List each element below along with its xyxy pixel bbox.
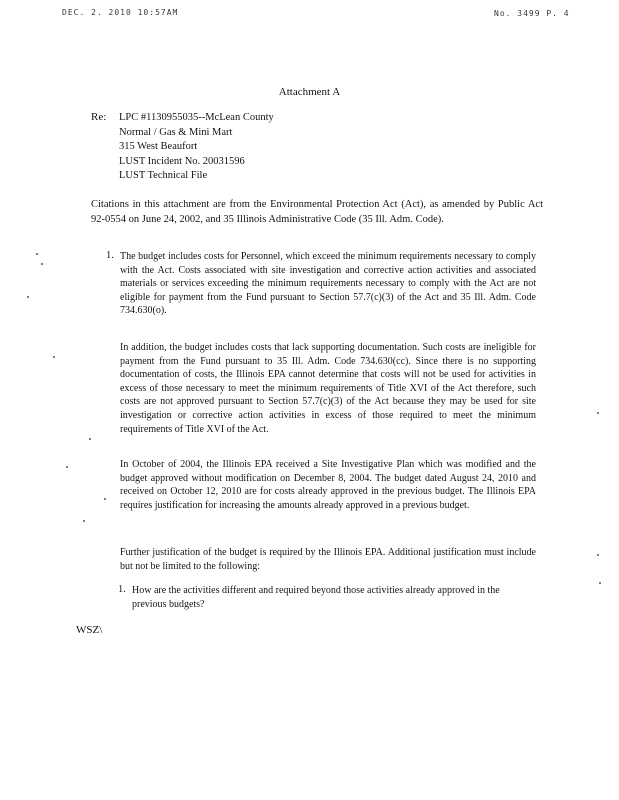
body-paragraph: The budget includes costs for Personnel, which exceed the minimum requirements necessary to comply with the Act. Costs associated with site investigation and corrective action activities and associated materials or services exceeding the minimum requirements necessary to comply with the Act are not eligible for payment from the Fund pursuant to Section 57.7(c)(3) of the Act and 35 Ill. Adm. Code 734.630(o). <box>120 251 536 317</box>
sub-item-text: How are the activities different and required beyond those activities already approved in the previous budgets? <box>132 585 500 610</box>
citations-paragraph: Citations in this attachment are from the Environmental Protection Act (Act), as amended by Public Act 92-0554 on June 24, 2002, and 35 Illinois Administrative Code (35 Ill. Adm. Code). <box>91 199 543 225</box>
re-line: LUST Technical File <box>119 170 208 181</box>
re-block <box>119 111 274 184</box>
author-initials: WSZ\ <box>76 624 103 636</box>
body-paragraph: In October of 2004, the Illinois EPA received a Site Investigative Plan which was modified and the budget approved without modification on December 8, 2004. The budget dated August 24, 2010 and received on October 12, 2010 are for costs already approved in the previous budget. The Illinois EPA requires justification for increasing the amounts already approved in a previous budget. <box>120 459 536 511</box>
scan-speck <box>27 296 29 298</box>
fax-header-timestamp: DEC. 2. 2010 10:57AM <box>62 8 179 17</box>
body-paragraph: Further justification of the budget is required by the Illinois EPA. Additional justification must include but not be limited to the following: <box>120 547 536 572</box>
re-line: LUST Incident No. 20031596 <box>119 155 245 167</box>
scan-speck <box>597 412 599 414</box>
re-line: LPC #1130955035--McLean County <box>119 112 274 123</box>
scan-speck <box>597 554 599 556</box>
re-label: Re: <box>91 111 107 123</box>
body-paragraph: In addition, the budget includes costs that lack supporting documentation. Such costs are ineligible for payment from the Fund pursuant to 35 Ill. Adm. Code 734.630(cc). Since there is no supporting documentation of costs, the Illinois EPA cannot determine that costs will not be used for activities in excess of those necessary to meet the minimum requirements of Title XVI of the Act therefore, such costs are not approved pursuant to Section 57.7(c)(3) of the Act because they may be used for site investigation or corrective action activities in excess of those required to meet the minimum requirements of Title XVI of the Act. <box>120 342 536 435</box>
scan-speck <box>104 498 106 500</box>
re-line: Normal / Gas & Mini Mart <box>119 126 233 138</box>
scan-speck <box>66 466 68 468</box>
scan-speck <box>53 356 55 358</box>
fax-header-page-number: No. 3499 P. 4 <box>494 9 570 18</box>
scan-speck <box>36 253 38 255</box>
item-number-marker: 1. <box>106 250 114 261</box>
sub-item-number: 1. <box>118 584 126 595</box>
re-line: 315 West Beaufort <box>119 141 198 152</box>
scan-speck <box>41 263 43 265</box>
attachment-title: Attachment A <box>278 86 341 98</box>
scan-speck <box>599 582 601 584</box>
scan-speck <box>83 520 85 522</box>
scan-speck <box>89 438 91 440</box>
